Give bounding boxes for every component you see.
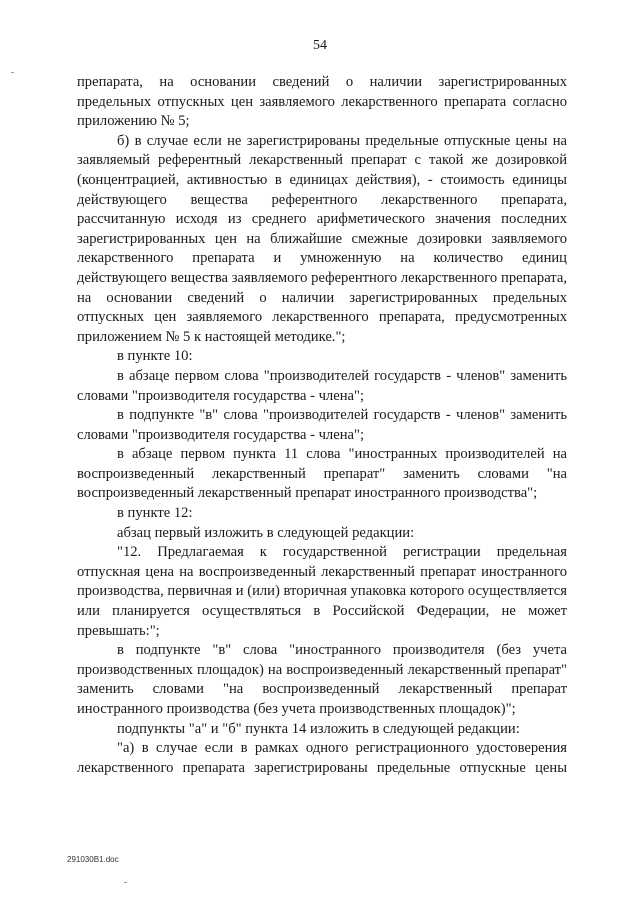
document-body (77, 73, 567, 778)
scan-speck (124, 882, 127, 883)
paragraph: "12. Предлагаемая к государственной регистрации предельная отпускная цена на воспроизведенный лекарственный препарат иностранного производства, первичная и (или) вторичная упаковка которого осуществляется или планируется осуществляться в Российской Федерации, не может превышать:"; (77, 544, 567, 639)
scan-speck (11, 72, 14, 73)
footer-document-code: 291030B1.doc (67, 855, 119, 864)
paragraph: в пункте 10: (117, 348, 193, 365)
paragraph: в подпункте "в" слова "производителей государств - членов" заменить словами "производителя государства - члена"; (77, 407, 567, 443)
paragraph: в абзаце первом пункта 11 слова "иностранных производителей на воспроизведенный лекарственный препарат" заменить словами "на воспроизведенный лекарственный препарат иностранного производства"; (77, 446, 567, 502)
paragraph: препарата, на основании сведений о наличии зарегистрированных предельных отпускных цен заявляемого лекарственного препарата согласно приложению № 5; (77, 74, 567, 130)
paragraph: в подпункте "в" слова "иностранного производителя (без учета производственных площадок) на воспроизведенный лекарственный препарат" заменить словами "на воспроизведенный лекарственный препарат иностранного производства (без учета производственных площадок)"; (77, 642, 567, 717)
paragraph: подпункты "а" и "б" пункта 14 изложить в следующей редакции: (117, 720, 520, 737)
paragraph: абзац первый изложить в следующей редакции: (117, 524, 415, 541)
paragraph: в абзаце первом слова "производителей государств - членов" заменить словами "производителя государства - члена"; (77, 367, 567, 404)
paragraph: б) в случае если не зарегистрированы предельные отпускные цены на заявляемый референтный лекарственный препарат с такой же дозировкой (концентрацией, активностью в единицах действия), - стоимость единицы действующего вещества референтного лекарственного препарата, рассчитанную исходя из среднего арифметического значения последних зарегистрированных цен на ближайшие смежные дозировки заявляемого лекарственного препарата и умноженную на количество единиц действующего вещества заявляемого референтного лекарственного препарата, на основании сведений о наличии зарегистрированных предельных отпускных цен заявляемого лекарственного препарата, предусмотренных приложением № 5 к настоящей методике."; (77, 132, 567, 345)
paragraph: "а) в случае если в рамках одного регистрационного удостоверения лекарственного препарата зарегистрированы предельные отпускные цены (77, 740, 567, 776)
paragraph: в пункте 12: (117, 505, 193, 522)
page-number: 54 (313, 38, 327, 53)
